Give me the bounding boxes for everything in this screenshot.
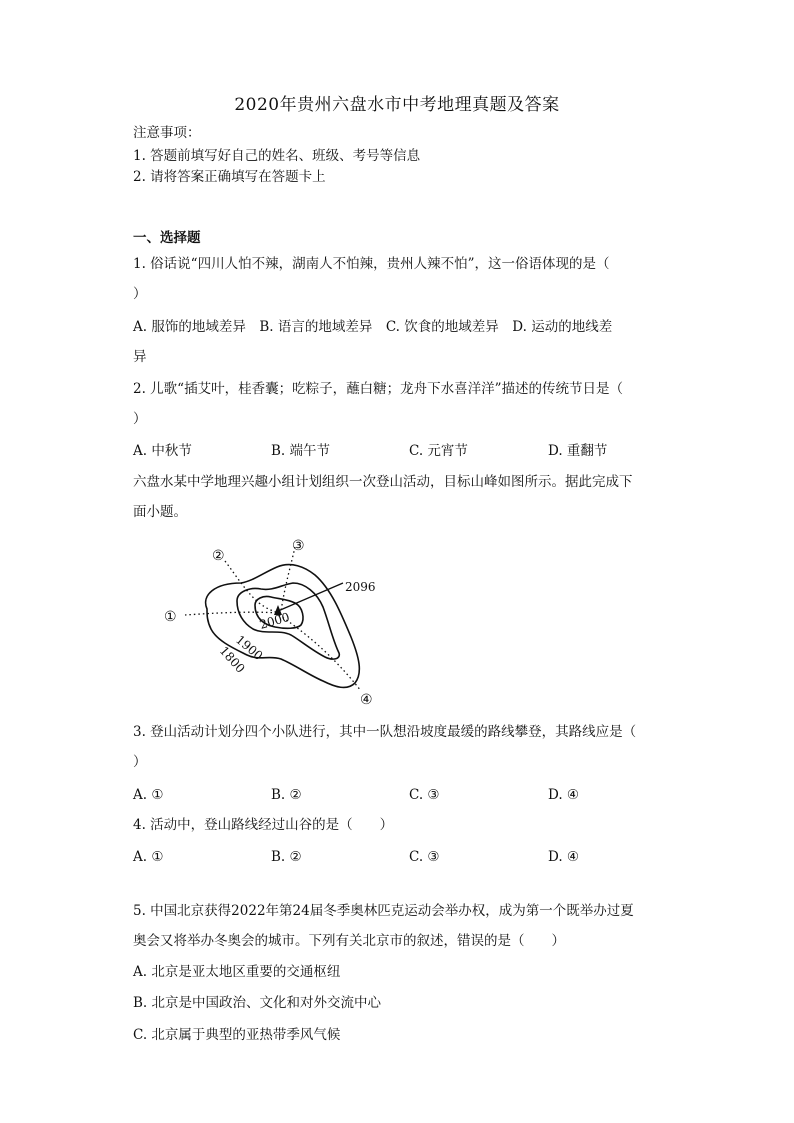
question-5-option-a: A. 北京是亚太地区重要的交通枢纽 — [133, 964, 341, 980]
question-3-stem-cont: ） — [133, 754, 147, 770]
question-4-option-a: A. ① — [133, 849, 164, 865]
notes-heading: 注意事项： — [133, 125, 201, 141]
question-1-stem-cont: ） — [133, 286, 147, 302]
question-3-option-d: D. ④ — [548, 787, 580, 803]
question-4-option-b: B. ② — [271, 849, 302, 865]
page-title: 2020年贵州六盘水市中考地理真题及答案 — [234, 95, 560, 115]
question-4-option-c: C. ③ — [409, 849, 440, 865]
question-2-option-b: B. 端午节 — [271, 443, 331, 459]
question-5-stem: 5. 中国北京获得2022年第24届冬季奥林匹克运动会举办权，成为第一个既举办过夏 — [133, 903, 634, 919]
question-2-stem: 2. 儿歌“插艾叶，桂香囊；吃粽子，蘸白糖；龙舟下水喜洋洋”描述的传统节日是（ — [133, 381, 623, 397]
question-3-option-a: A. ① — [133, 787, 164, 803]
contour-label-1900: 1900 — [233, 632, 266, 663]
route-label-3: ③ — [292, 538, 305, 554]
contour-label-1800: 1800 — [216, 643, 248, 676]
passage-intro-cont: 面小题。 — [133, 504, 187, 520]
notes-item: 2. 请将答案正确填写在答题卡上 — [133, 169, 326, 185]
question-3-stem: 3. 登山活动计划分四个小队进行，其中一队想沿坡度最缓的路线攀登，其路线应是（ — [133, 724, 637, 740]
question-3-option-b: B. ② — [271, 787, 302, 803]
route-1-path — [185, 612, 278, 615]
question-1-options-cont: 异 — [133, 349, 147, 365]
question-4-option-d: D. ④ — [548, 849, 580, 865]
question-5-option-b: B. 北京是中国政治、文化和对外交流中心 — [133, 995, 382, 1011]
contour-label-2000: 2000 — [257, 610, 292, 632]
question-2-stem-cont: ） — [133, 411, 147, 427]
question-5-option-c: C. 北京属于典型的亚热带季风气候 — [133, 1027, 341, 1043]
peak-elevation-label: 2096 — [345, 580, 376, 594]
route-label-1: ① — [164, 609, 177, 625]
section-heading: 一、选择题 — [133, 230, 201, 246]
question-2-option-a: A. 中秋节 — [133, 443, 192, 459]
contour-map — [155, 533, 385, 708]
question-1-stem: 1. 俗话说“四川人怕不辣，湖南人不怕辣，贵州人辣不怕”，这一俗语体现的是（ — [133, 256, 610, 272]
question-2-option-c: C. 元宵节 — [409, 443, 468, 459]
route-2-path — [225, 561, 278, 613]
contour-1800 — [206, 565, 360, 688]
passage-intro: 六盘水某中学地理兴趣小组计划组织一次登山活动，目标山峰如图所示。据此完成下 — [133, 474, 633, 490]
question-3-option-c: C. ③ — [409, 787, 440, 803]
question-5-stem-cont: 奥会又将举办冬奥会的城市。下列有关北京市的叙述，错误的是（ ） — [133, 933, 565, 949]
route-label-2: ② — [212, 548, 225, 564]
question-1-options: A. 服饰的地域差异 B. 语言的地域差异 C. 饮食的地域差异 D. 运动的地线差 — [133, 319, 613, 335]
question-4-stem: 4. 活动中，登山路线经过山谷的是（ ） — [133, 817, 394, 833]
question-2-option-d: D. 重翻节 — [548, 443, 608, 459]
peak-leader-line — [278, 583, 343, 611]
notes-item: 1. 答题前填写好自己的姓名、班级、考号等信息 — [133, 148, 421, 164]
route-label-4: ④ — [360, 692, 373, 708]
